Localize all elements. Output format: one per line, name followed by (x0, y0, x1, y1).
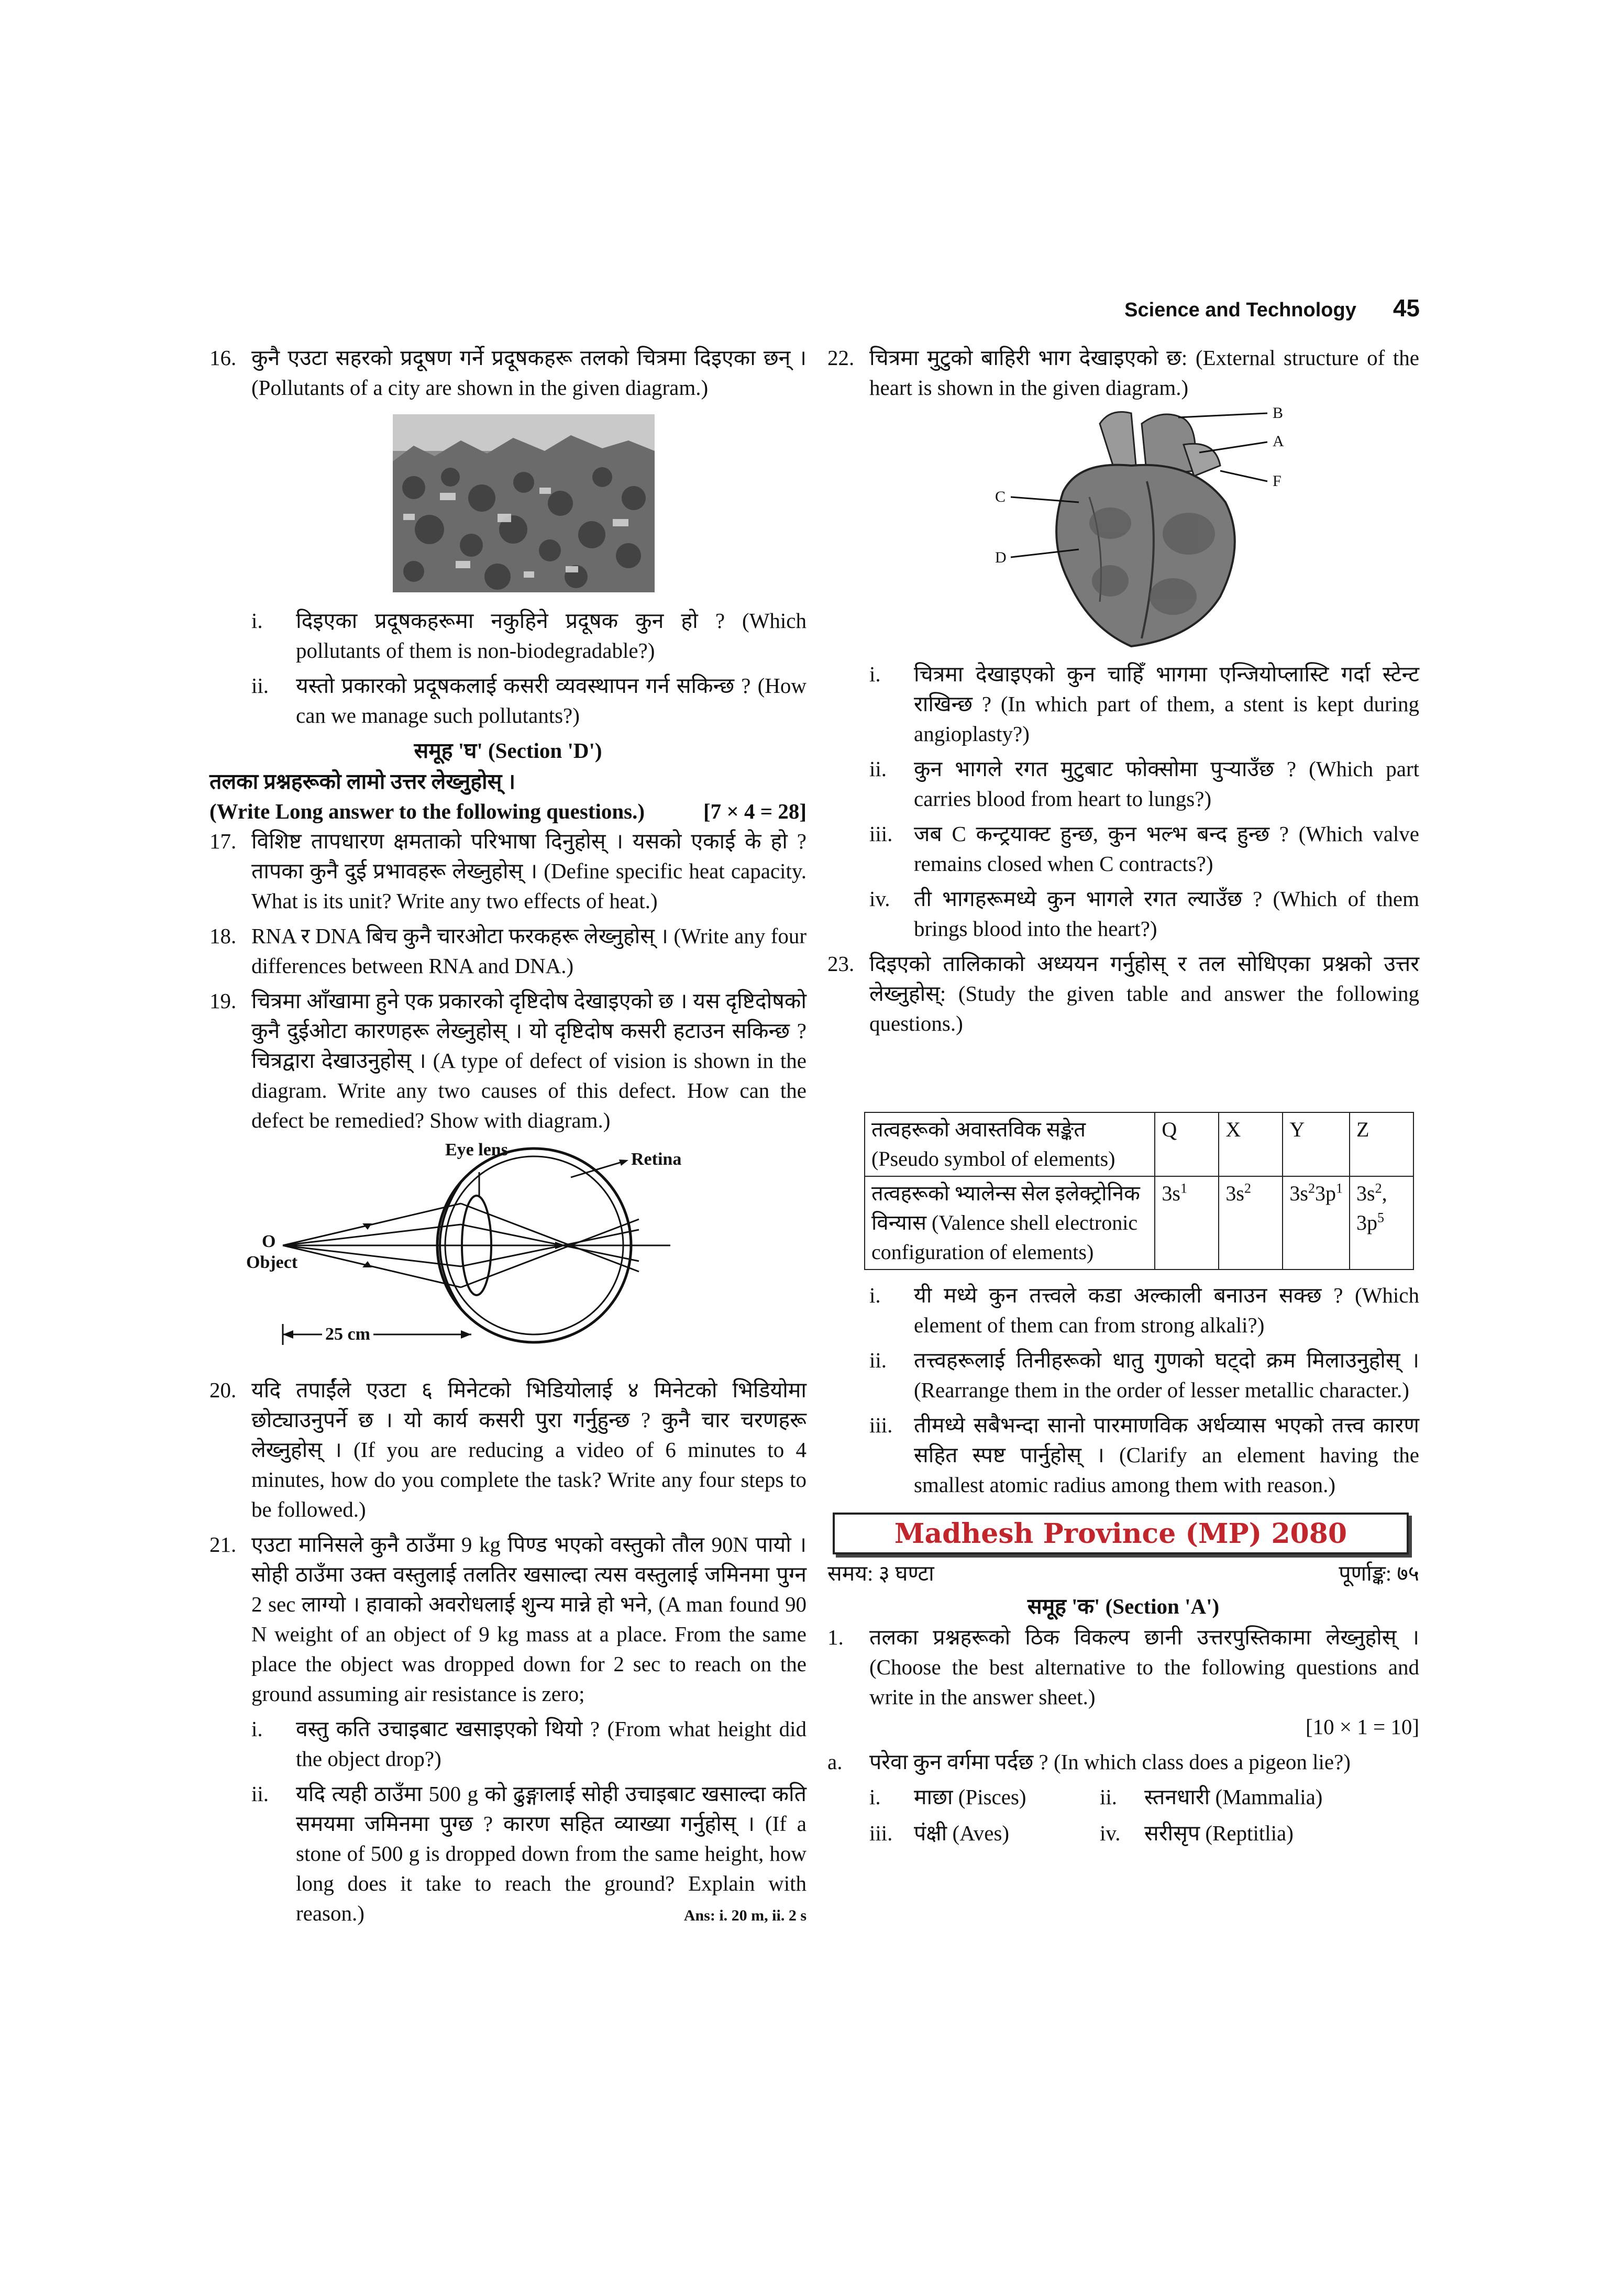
option-text: माछा (Pisces) (914, 1785, 1026, 1809)
sub-text: यदि त्यही ठाउँमा 500 g को ढुङ्गालाई सोही उचाइबाट खसाल्दा कति समयमा जमिनमा पुग्छ ? कारण सहित व्याख्या गर्नुहोस् । (If a stone of 500 g is dropped down from the same height, how long does it take to reach the ground? Explain with reason.) (296, 1782, 807, 1925)
section-d-instruction-row (209, 797, 807, 826)
option-text: स्तनधारी (Mammalia) (1144, 1785, 1323, 1809)
sub-number: ii. (869, 757, 887, 781)
right-column (827, 343, 1419, 1848)
table-cell-z: Z (1350, 1112, 1413, 1176)
answer-key: Ans: i. 20 m, ii. 2 s (683, 1907, 807, 1924)
question-23 (827, 949, 1419, 1039)
question-22-sub-iv (827, 884, 1419, 944)
section-d-instruction-nepali: तलका प्रश्नहरूको लामो उत्तर लेख्नुहोस् । (209, 769, 516, 793)
question-19 (209, 986, 807, 1135)
page-header (1124, 293, 1420, 325)
question-16-sub-ii (209, 671, 807, 731)
distance-label: 25 cm (322, 1325, 373, 1344)
question-number: 21. (209, 1532, 237, 1557)
option-number: iv. (1100, 1821, 1121, 1845)
sub-number: ii. (251, 674, 269, 698)
sub-text: ती भागहरूमध्ये कुन भागले रगत ल्याउँछ ? (Which of them brings blood into the heart?) (914, 887, 1419, 941)
question-text: विशिष्ट तापधारण क्षमताको परिभाषा दिनुहोस् । यसको एकाई के हो ? तापका कुनै दुई प्रभावहरू लेख्नुहोस् । (Define specific heat capacity. What is its unit? Write any two effects of heat.) (251, 829, 807, 913)
option-number: ii. (1100, 1785, 1118, 1809)
sub-text: कुन भागले रगत मुटुबाट फोक्सोमा पुऱ्याउँछ ? (Which part carries blood from heart to lungs?) (914, 757, 1419, 811)
question-a (827, 1747, 1419, 1777)
question-22-sub-ii (827, 754, 1419, 814)
config-text: 3p (1356, 1211, 1377, 1234)
option-iii (869, 1818, 1100, 1848)
config-x (1219, 1176, 1283, 1270)
sub-text: जब C कन्ट्रयाक्ट हुन्छ, कुन भल्भ बन्द हुन्छ ? (Which valve remains closed when C contracts?) (914, 822, 1419, 876)
question-22 (827, 343, 1419, 403)
question-1 (827, 1622, 1419, 1742)
elements-table (864, 1112, 1414, 1270)
sub-number: i. (251, 1717, 263, 1741)
question-text: चित्रमा मुटुको बाहिरी भाग देखाइएको छ: (External structure of the heart is shown in the given diagram.) (869, 346, 1419, 400)
sub-number: i. (869, 1283, 881, 1307)
config-separator: , (1382, 1182, 1387, 1205)
sub-number: iii. (869, 1413, 893, 1437)
exam-time: समय: ३ घण्टा (827, 1561, 934, 1585)
question-number: 1. (827, 1625, 844, 1649)
question-20 (209, 1375, 807, 1525)
table-row-head: तत्वहरूको अवास्तविक सङ्केत (Pseudo symbol of elements) (865, 1112, 1155, 1176)
sub-text: वस्तु कति उचाइबाट खसाइएको थियो ? (From what height did the object drop?) (296, 1717, 807, 1771)
option-text: सरीसृप (Reptitlia) (1144, 1821, 1294, 1845)
section-a-title: समूह 'क' (Section 'A') (1027, 1594, 1220, 1618)
section-d-marks: [7 × 4 = 28] (703, 799, 807, 823)
config-superscript: 2 (1375, 1180, 1382, 1196)
exam-full-marks: पूर्णाङ्क: ७५ (1339, 1561, 1419, 1585)
question-18 (209, 921, 807, 981)
config-z (1350, 1176, 1413, 1270)
object-label: Object (246, 1253, 298, 1272)
banner-title: Madhesh Province (MP) 2080 (894, 1517, 1347, 1550)
question-23-sub-ii (827, 1345, 1419, 1405)
question-number: 23. (827, 952, 855, 976)
table-cell-x: X (1219, 1112, 1283, 1176)
exam-banner (833, 1513, 1409, 1554)
sub-text: तीमध्ये सबैभन्दा सानो पारमाणविक अर्धव्यास भएको तत्त्व कारण सहित स्पष्ट पार्नुहोस् । (Clarify an element having the smallest atomic radius among them with reason.) (914, 1413, 1419, 1497)
question-number: 18. (209, 924, 237, 948)
sub-number: iv. (869, 887, 890, 911)
config-superscript: 2 (1308, 1180, 1315, 1196)
table-cell-y: Y (1283, 1112, 1350, 1176)
table-row (865, 1112, 1413, 1176)
question-23-sub-iii (827, 1410, 1419, 1500)
option-number: iii. (869, 1821, 893, 1845)
question-22-sub-iii (827, 819, 1419, 879)
config-superscript: 5 (1377, 1210, 1384, 1226)
eye-lens-label: Eye lens (445, 1140, 508, 1160)
question-text: तलका प्रश्नहरूको ठिक विकल्प छानी उत्तरपुस्तिकामा लेख्नुहोस् । (Choose the best alternative to the following questions and write in the answer sheet.) (869, 1625, 1419, 1709)
table-row (865, 1176, 1413, 1270)
object-point-label: O (262, 1232, 276, 1251)
left-column (209, 343, 807, 1936)
heart-label-c: C (995, 488, 1006, 505)
question-number: 19. (209, 989, 237, 1013)
question-number: 17. (209, 829, 237, 853)
section-d-title: समूह 'घ' (Section 'D') (414, 738, 602, 763)
question-text: दिइएको तालिकाको अध्ययन गर्नुहोस् र तल सोधिएका प्रश्नको उत्तर लेख्नुहोस्: (Study the given table and answer the following questions.) (869, 952, 1419, 1035)
option-number: i. (869, 1785, 881, 1809)
question-text: RNA र DNA बिच कुनै चारओटा फरकहरू लेख्नुहोस् । (Write any four differences between RNA and DNA.) (251, 924, 807, 978)
sub-text: दिइएका प्रदूषकहरूमा नकुहिने प्रदूषक कुन हो ? (Which pollutants of them is non-biodegradable?) (296, 609, 807, 663)
question-21 (209, 1530, 807, 1709)
config-text: 3s (1225, 1182, 1244, 1205)
sub-text: चित्रमा देखाइएको कुन चाहिँ भागमा एन्जियोप्लास्टि गर्दा स्टेन्ट राखिन्छ ? (In which part of them, a stent is kept during angioplasty?) (914, 662, 1419, 746)
sub-number: ii. (869, 1348, 887, 1372)
heart-label-b: B (1273, 404, 1284, 422)
question-1-marks: [10 × 1 = 10] (1305, 1715, 1419, 1739)
question-text: परेवा कुन वर्गमा पर्दछ ? (In which class does a pigeon lie?) (869, 1750, 1351, 1774)
question-number: 16. (209, 346, 237, 370)
question-22-sub-i (827, 659, 1419, 749)
config-superscript: 2 (1244, 1180, 1251, 1196)
config-y (1283, 1176, 1350, 1270)
subject-title: Science and Technology (1124, 299, 1356, 321)
config-superscript: 1 (1336, 1180, 1343, 1196)
exam-meta-row (827, 1559, 1419, 1588)
sub-text: यस्तो प्रकारको प्रदूषकलाई कसरी व्यवस्थापन गर्न सकिन्छ ? (How can we manage such pollutants?) (296, 674, 807, 727)
option-iv (1100, 1818, 1330, 1848)
sub-number: iii. (869, 822, 893, 846)
question-text: कुनै एउटा सहरको प्रदूषण गर्ने प्रदूषकहरू तलको चित्रमा दिइएका छन् । (Pollutants of a city are shown in the given diagram.) (251, 346, 807, 400)
sub-text: यी मध्ये कुन तत्त्वले कडा अल्काली बनाउन सक्छ ? (Which element of them can from strong alkali?) (914, 1283, 1419, 1337)
question-21-sub-ii (209, 1779, 807, 1930)
question-number: a. (827, 1750, 843, 1774)
page-number: 45 (1393, 294, 1420, 322)
config-text: 3s (1162, 1182, 1180, 1205)
sub-text: तत्त्वहरूलाई तिनीहरूको धातु गुणको घट्दो क्रम मिलाउनुहोस् । (Rearrange them in the order of lesser metallic character.) (914, 1348, 1419, 1402)
sub-number: ii. (251, 1782, 269, 1806)
option-text: पंक्षी (Aves) (914, 1821, 1010, 1845)
question-text: चित्रमा आँखामा हुने एक प्रकारको दृष्टिदोष देखाइएको छ । यस दृष्टिदोषको कुनै दुईओटा कारणहरू लेख्नुहोस् । यो दृष्टिदोष कसरी हटाउन सकिन्छ ? चित्रद्वारा देखाउनुहोस् । (A type of defect of vision is shown in the diagram. Write any two causes of this defect. How can the defect be remedied? Show with diagram.) (251, 989, 807, 1132)
option-ii (1100, 1782, 1330, 1812)
config-superscript: 1 (1180, 1180, 1187, 1196)
question-number: 22. (827, 346, 855, 370)
sub-number: i. (869, 662, 881, 686)
heart-diagram (974, 404, 1351, 654)
sub-number: i. (251, 609, 263, 633)
config-text: 3p (1315, 1182, 1336, 1205)
question-23-sub-i (827, 1281, 1419, 1340)
question-21-sub-i (209, 1714, 807, 1774)
question-number: 20. (209, 1378, 237, 1402)
config-q (1155, 1176, 1219, 1270)
question-17 (209, 826, 807, 916)
garbage-pollutants-photo (393, 414, 655, 592)
question-16-sub-i (209, 606, 807, 666)
config-text: 3s (1356, 1182, 1375, 1205)
config-text: 3s (1289, 1182, 1308, 1205)
options-list (827, 1782, 1419, 1848)
heart-label-f: F (1273, 472, 1281, 490)
heart-label-d: D (995, 549, 1007, 566)
question-text: एउटा मानिसले कुनै ठाउँमा 9 kg पिण्ड भएको वस्तुको तौल 90N पायो । सोही ठाउँमा उक्त वस्तुलाई तलतिर खसाल्दा त्यस वस्तुलाई जमिनमा पुग्न 2 sec लाग्यो । हावाको अवरोधलाई शुन्य मान्ने हो भने, (A man found 90 N weight of an object of 9 kg mass at a place. From the same place the object was dropped down for 2 sec to reach on the ground assuming air resistance is zero; (251, 1532, 807, 1706)
question-text: यदि तपाईंले एउटा ६ मिनेटको भिडियोलाई ४ मिनेटको भिडियोमा छोट्याउनुपर्ने छ । यो कार्य कसरी पुरा गर्नुहुन्छ ? कुनै चार चरणहरू लेख्नुहोस् । (If you are reducing a video of 6 minutes to 4 minutes, how do you complete the task? Write any four steps to be followed.) (251, 1378, 807, 1521)
retina-label: Retina (631, 1150, 682, 1169)
heart-label-a: A (1273, 433, 1284, 450)
question-16 (209, 343, 807, 403)
option-i (869, 1782, 1100, 1812)
table-cell-q: Q (1155, 1112, 1219, 1176)
table-row-head: तत्वहरूको भ्यालेन्स सेल इलेक्ट्रोनिक विन्यास (Valence shell electronic configuration of elements) (865, 1176, 1155, 1270)
section-d-instruction-english: (Write Long answer to the following questions.) (209, 799, 645, 823)
eye-defect-diagram (241, 1141, 712, 1366)
